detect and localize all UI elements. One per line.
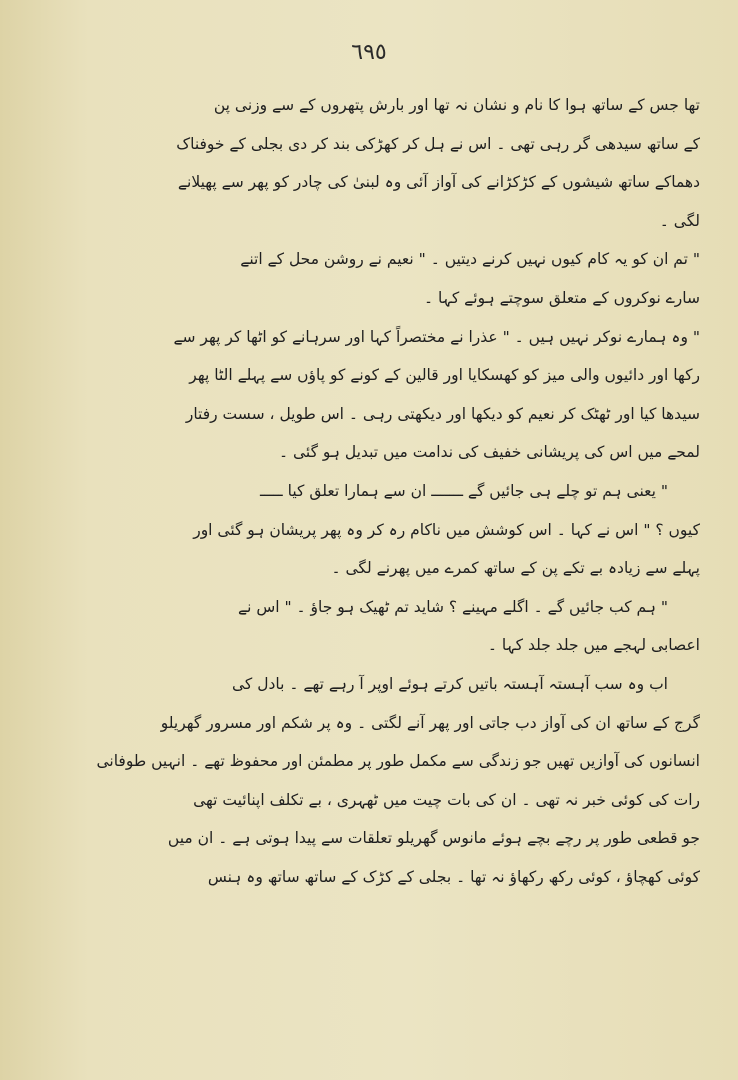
text-line: گرج کے ساتھ ان کی آواز دب جاتی اور پھر آنے لگتی ۔ وہ پر شکم اور مسرور گھریلو bbox=[160, 713, 700, 732]
text-line: تھا جس کے ساتھ ہوا کا نام و نشان نہ تھا اور بارش پتھروں کے سے وزنی پن bbox=[213, 96, 700, 114]
text-line: دھماکے ساتھ شیشوں کے کڑکڑانے کی آواز آئی وہ لبنیٰ کی چادر کو پھر سے پھیلانے bbox=[177, 173, 700, 192]
text-line: رات کی کوئی خبر نہ تھی ۔ ان کی بات چیت میں ٹھہری ، بے تکلف اپنائیت تھی bbox=[193, 790, 700, 809]
page-number: ٦٩٥ bbox=[351, 40, 387, 65]
text-line: " یعنی ہم تو چلے ہی جائیں گے ـــــــ ان سے ہمارا تعلق کیا ـــــ bbox=[259, 481, 668, 500]
text-line: " تم ان کو یہ کام کیوں نہیں کرنے دیتیں ۔ " نعیم نے روشن محل کے اتنے bbox=[240, 250, 700, 269]
text-line: لگی ۔ bbox=[659, 211, 700, 230]
text-line: " وہ ہمارے نوکر نہیں ہیں ۔ " عذرا نے مختصراً کہا اور سرہانے کو اٹھا کر پھر سے bbox=[173, 327, 700, 346]
text-line: کیوں ؟ " اس نے کہا ۔ اس کوشش میں ناکام رہ کر وہ پھر پریشان ہو گئی اور bbox=[193, 520, 700, 539]
text-line: انسانوں کی آوازیں تھیں جو زندگی سے مکمل طور پر مطمئن اور محفوظ تھے ۔ انہیں طوفانی bbox=[96, 752, 700, 771]
text-line: اعصابی لہجے میں جلد جلد کہا ۔ bbox=[487, 636, 700, 655]
text-line: کے ساتھ سیدھی گر رہی تھی ۔ اس نے ہل کر کھڑکی بند کر دی بجلی کے خوفناک bbox=[176, 134, 700, 153]
text-line: اب وہ سب آہستہ آہستہ باتیں کرتے ہوئے اوپر آ رہے تھے ۔ بادل کی bbox=[232, 674, 668, 693]
text-line: رکھا اور دائیوں والی میز کو کھسکایا اور قالین کے کونے کو پاؤں سے پہلے الٹا پھر bbox=[189, 366, 700, 385]
text-line: سیدھا کیا اور ٹھٹک کر نعیم کو دیکھا اور دیکھتی رہی ۔ اس طویل ، سست رفتار bbox=[185, 404, 700, 423]
text-line: " ہم کب جائیں گے ۔ اگلے مہینے ؟ شاید تم ٹھیک ہو جاؤ ۔ " اس نے bbox=[238, 597, 668, 616]
text-line: کوئی کھچاؤ ، کوئی رکھ رکھاؤ نہ تھا ۔ بجلی کے کڑک کے ساتھ ساتھ وہ ہنس bbox=[207, 867, 700, 886]
page-body-text bbox=[70, 86, 700, 896]
text-line: جو قطعی طور پر رچے بچے ہوئے مانوس گھریلو تعلقات سے پیدا ہوتی ہے ۔ ان میں bbox=[167, 829, 700, 848]
text-line: پہلے سے زیادہ بے تکے پن کے ساتھ کمرے میں پھرنے لگی ۔ bbox=[331, 559, 700, 578]
text-line: سارے نوکروں کے متعلق سوچتے ہوئے کہا ۔ bbox=[424, 288, 700, 307]
text-line: لمحے میں اس کی پریشانی خفیف کی ندامت میں تبدیل ہو گئی ۔ bbox=[279, 443, 700, 462]
